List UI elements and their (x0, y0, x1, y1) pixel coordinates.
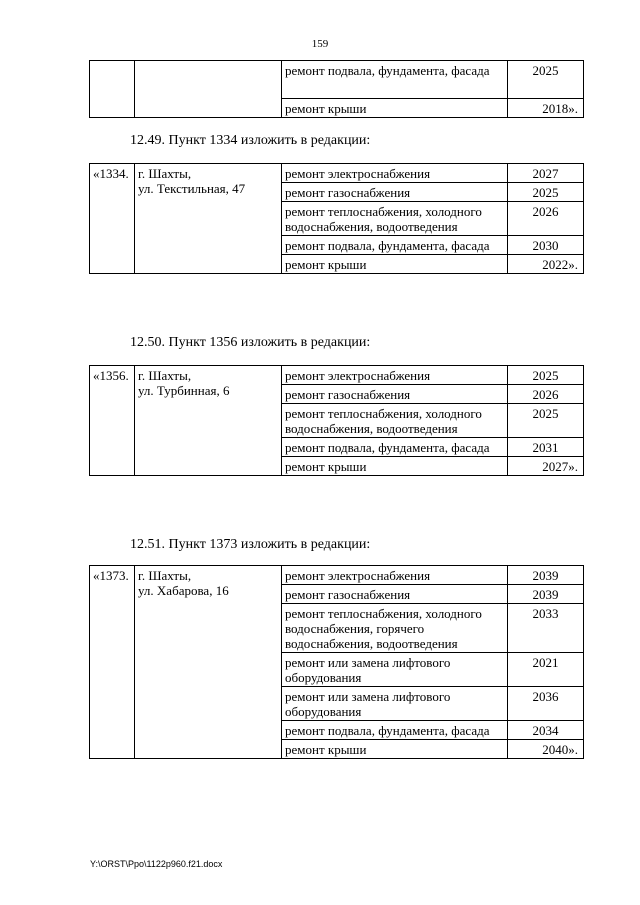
year-cell: 2025 (508, 183, 584, 202)
year-cell: 2027 (508, 164, 584, 183)
year-cell: 2026 (508, 385, 584, 404)
work-cell: ремонт газоснабжения (282, 385, 508, 404)
address-cell (135, 164, 282, 274)
work-cell: ремонт электроснабжения (282, 566, 508, 585)
year-cell: 2039 (508, 566, 584, 585)
work-cell: ремонт или замена лифтового оборудования (282, 687, 508, 721)
address-city: г. Шахты, (138, 166, 192, 181)
paragraph-item-12-49: 12.49. Пункт 1334 изложить в редакции: (130, 133, 371, 148)
table-item-1373 (89, 565, 584, 759)
year-cell: 2036 (508, 687, 584, 721)
work-cell: ремонт электроснабжения (282, 164, 508, 183)
paragraph-item-12-51: 12.51. Пункт 1373 изложить в редакции: (130, 537, 371, 552)
year-cell: 2021 (508, 653, 584, 687)
year-cell: 2018». (508, 99, 584, 118)
year-cell: 2040». (508, 740, 584, 759)
table-item-1334 (89, 163, 584, 274)
number-cell (90, 61, 135, 118)
table-row (90, 61, 584, 99)
work-cell: ремонт крыши (282, 99, 508, 118)
work-cell: ремонт теплоснабжения, холодного водоснабжения, водоотведения (282, 202, 508, 236)
address-street: ул. Текстильная, 47 (138, 181, 246, 196)
year-cell: 2033 (508, 604, 584, 653)
work-cell: ремонт электроснабжения (282, 366, 508, 385)
address-cell (135, 61, 282, 118)
work-cell: ремонт подвала, фундамента, фасада (282, 721, 508, 740)
number-cell: «1334. (90, 164, 135, 274)
table-row (90, 566, 584, 585)
work-cell: ремонт теплоснабжения, холодного водоснабжения, водоотведения (282, 404, 508, 438)
footer-file-path: Y:\ORST\Ppo\1122p960.f21.docx (90, 859, 223, 869)
year-cell: 2027». (508, 457, 584, 476)
work-cell: ремонт газоснабжения (282, 585, 508, 604)
address-street: ул. Хабарова, 16 (138, 583, 229, 598)
work-cell: ремонт подвала, фундамента, фасада (282, 61, 508, 99)
year-cell: 2039 (508, 585, 584, 604)
table-continuation (89, 60, 584, 118)
year-cell: 2022». (508, 255, 584, 274)
number-cell: «1356. (90, 366, 135, 476)
table-item-1356 (89, 365, 584, 476)
work-cell: ремонт крыши (282, 740, 508, 759)
work-cell: ремонт крыши (282, 255, 508, 274)
work-cell: ремонт подвала, фундамента, фасада (282, 236, 508, 255)
year-cell: 2034 (508, 721, 584, 740)
year-cell: 2025 (508, 404, 584, 438)
address-city: г. Шахты, (138, 568, 192, 583)
table-row (90, 164, 584, 183)
work-cell: ремонт крыши (282, 457, 508, 476)
year-cell: 2025 (508, 366, 584, 385)
page-number: 159 (311, 38, 329, 50)
year-cell: 2031 (508, 438, 584, 457)
address-cell (135, 366, 282, 476)
work-cell: ремонт газоснабжения (282, 183, 508, 202)
work-cell: ремонт теплоснабжения, холодного водоснабжения, горячего водоснабжения, водоотведения (282, 604, 508, 653)
address-street: ул. Турбинная, 6 (138, 383, 230, 398)
table-row (90, 366, 584, 385)
year-cell: 2030 (508, 236, 584, 255)
year-cell: 2025 (508, 61, 584, 99)
address-city: г. Шахты, (138, 368, 192, 383)
number-cell: «1373. (90, 566, 135, 759)
work-cell: ремонт подвала, фундамента, фасада (282, 438, 508, 457)
paragraph-item-12-50: 12.50. Пункт 1356 изложить в редакции: (130, 335, 371, 350)
work-cell: ремонт или замена лифтового оборудования (282, 653, 508, 687)
year-cell: 2026 (508, 202, 584, 236)
address-cell (135, 566, 282, 759)
